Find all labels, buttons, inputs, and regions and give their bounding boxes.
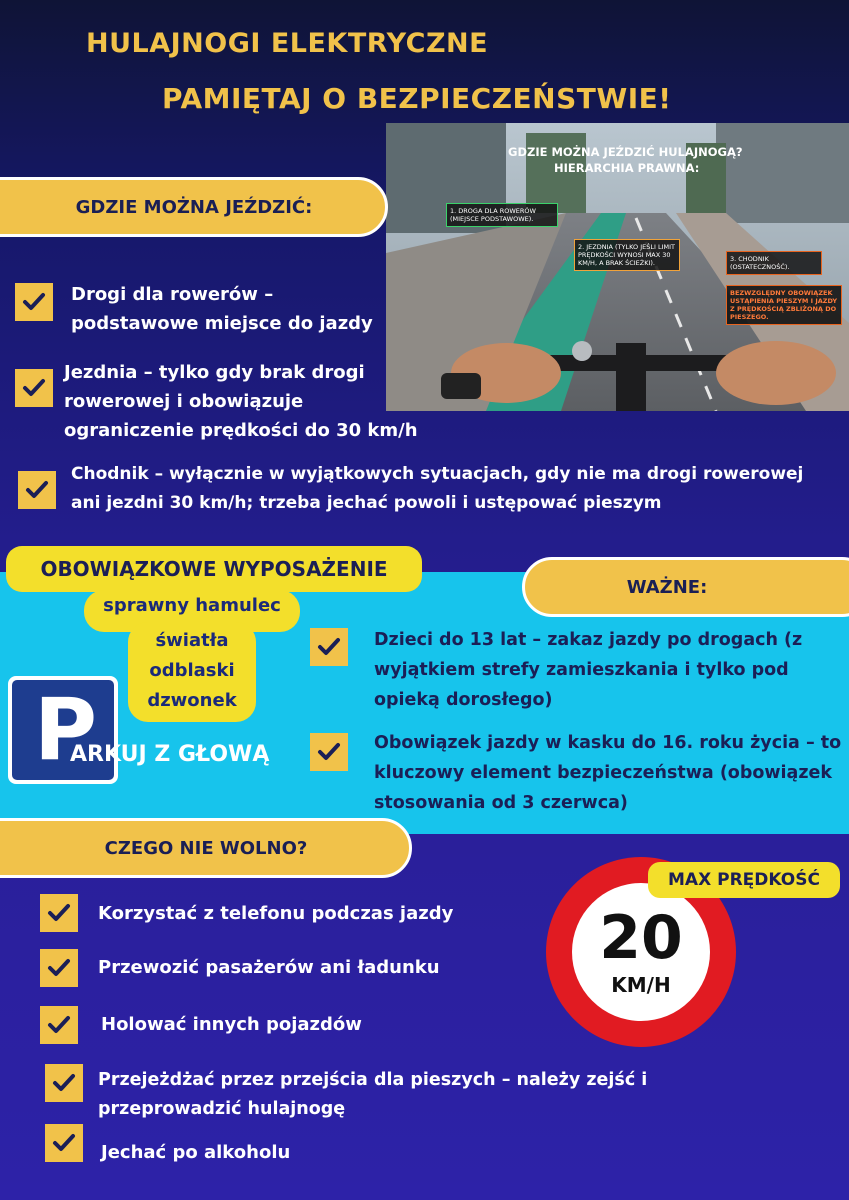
check-icon	[40, 1006, 78, 1044]
check-icon	[310, 628, 348, 666]
speed-label-text: MAX PRĘDKOŚĆ	[668, 870, 820, 890]
where-header-label: GDZIE MOŻNA JEŹDZIĆ:	[75, 196, 313, 218]
equipment-header-label: OBOWIĄZKOWE WYPOSAŻENIE	[40, 557, 388, 581]
page-title-line2: PAMIĘTAJ O BEZPIECZEŃSTWIE!	[162, 82, 672, 115]
parking-letter: P	[34, 680, 98, 780]
where-header	[0, 177, 388, 237]
check-icon	[45, 1124, 83, 1162]
check-icon	[40, 949, 78, 987]
check-icon	[18, 471, 56, 509]
check-icon	[45, 1064, 83, 1102]
check-icon	[15, 283, 53, 321]
equipment-reflectors: odblaski	[149, 660, 235, 681]
parking-sign	[8, 676, 118, 784]
scooter-photo	[386, 123, 849, 411]
where-item-bike-path: Drogi dla rowerów – podstawowe miejsce do jazdy	[71, 284, 373, 334]
speed-limit-sign-face	[572, 883, 710, 1021]
photo-label-roadway: 2. JEZDNIA (TYLKO JEŚLI LIMIT PRĘDKOŚCI WYNOSI MAX 30 KM/H, A BRAK ŚCIEŻKI).	[574, 239, 680, 271]
equipment-brake: sprawny hamulec	[103, 595, 281, 616]
equipment-bell: dzwonek	[147, 690, 237, 711]
page-title-line1: HULAJNOGI ELEKTRYCZNE	[86, 28, 489, 59]
photo-label-warning: BEZWZGLĘDNY OBOWIĄZEK USTĄPIENIA PIESZYM I JAZDY Z PRĘDKOŚCIĄ ZBLIŻONĄ DO PIESZEGO.	[726, 285, 842, 325]
forbidden-item-phone: Korzystać z telefonu podczas jazdy	[98, 903, 454, 924]
important-header-label: WAŻNE:	[626, 576, 708, 598]
speed-value: 20	[599, 903, 683, 973]
equipment-header	[6, 546, 422, 592]
speed-unit: KM/H	[611, 973, 671, 997]
speed-label	[648, 862, 840, 898]
forbidden-header-label: CZEGO NIE WOLNO?	[104, 837, 308, 859]
important-item-children: Dzieci do 13 lat – zakaz jazdy po drogach (z wyjątkiem strefy zamieszkania i tylko pod opieką dorosłego)	[374, 630, 803, 710]
photo-heading-1: GDZIE MOŻNA JEŹDZIĆ HULAJNOGĄ?	[508, 145, 743, 159]
check-icon	[310, 733, 348, 771]
where-item-sidewalk: Chodnik – wyłącznie w wyjątkowych sytuacjach, gdy nie ma drogi rowerowej ani jezdni 30 km/h; trzeba jechać powoli i ustępować pieszym	[71, 464, 804, 513]
photo-heading-2: HIERARCHIA PRAWNA:	[554, 161, 700, 175]
equipment-lights: światła	[155, 630, 229, 651]
important-header	[522, 557, 849, 617]
photo-label-sidewalk: 3. CHODNIK (OSTATECZNOŚĆ).	[726, 251, 822, 275]
forbidden-item-crossings: Przejeżdżać przez przejścia dla pieszych – należy zejść i przeprowadzić hulajnogę	[98, 1070, 648, 1119]
parking-slogan: ARKUJ Z GŁOWĄ	[70, 742, 270, 767]
photo-label-bike-path: 1. DROGA DLA ROWERÓW (MIEJSCE PODSTAWOWE).	[446, 203, 558, 227]
forbidden-item-towing: Holować innych pojazdów	[101, 1014, 362, 1035]
forbidden-item-passengers: Przewozić pasażerów ani ładunku	[98, 957, 440, 978]
where-item-roadway: Jezdnia – tylko gdy brak drogi rowerowej i obowiązuje ograniczenie prędkości do 30 km/h	[64, 362, 418, 441]
check-icon	[40, 894, 78, 932]
important-item-helmet: Obowiązek jazdy w kasku do 16. roku życia – to kluczowy element bezpieczeństwa (obowiązek stosowania od 3 czerwca)	[374, 733, 842, 813]
forbidden-item-alcohol: Jechać po alkoholu	[101, 1142, 291, 1163]
equipment-list-item	[128, 622, 256, 722]
forbidden-header	[0, 818, 412, 878]
check-icon	[15, 369, 53, 407]
